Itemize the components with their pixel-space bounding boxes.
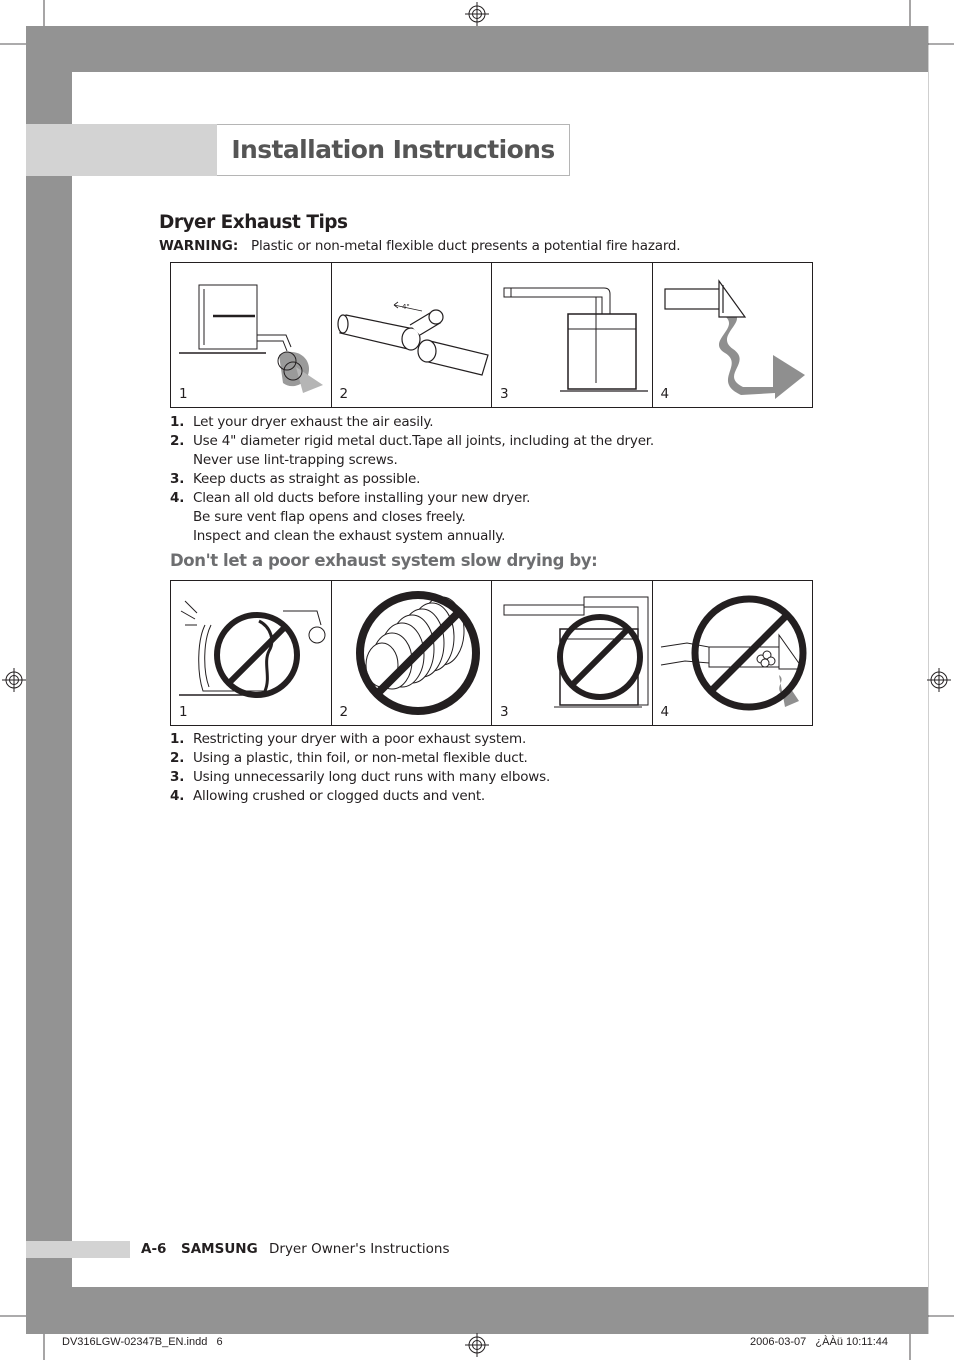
- brand-name: SAMSUNG: [181, 1241, 258, 1257]
- figure-number: 1: [179, 386, 188, 402]
- dryer-exhaust-air-icon: [171, 263, 331, 406]
- figure-bad-3: [492, 581, 653, 725]
- clogged-vent-prohibited-icon: [653, 581, 813, 724]
- list-item: 4. Clean all old ducts before installing your new dryer. Be sure vent flap opens and closes freely. Inspect and clean the exhaust system annually.: [170, 490, 531, 544]
- figure-bad-2: [332, 581, 493, 725]
- figure-number: 2: [339, 386, 349, 402]
- figure-number: 2: [339, 704, 349, 720]
- rigid-metal-duct-4in-icon: [332, 263, 492, 406]
- warning-label: WARNING:: [159, 238, 239, 254]
- registration-mark-right-icon: [927, 668, 951, 692]
- figure-good-4: [653, 263, 813, 407]
- doc-title: Dryer Owner's Instructions: [269, 1241, 450, 1257]
- list-item: 1. Restricting your dryer with a poor exhaust system.: [170, 731, 527, 747]
- page-title: Installation Instructions: [231, 135, 555, 164]
- list-item: 2. Use 4" diameter rigid metal duct.Tape all joints, including at the dryer. Never use lint-trapping screws.: [170, 433, 655, 468]
- tips-list: [170, 413, 830, 546]
- long-duct-elbows-prohibited-icon: [492, 581, 652, 724]
- list-item: 2. Using a plastic, thin foil, or non-metal flexible duct.: [170, 750, 528, 766]
- figure-bad-1: [171, 581, 332, 725]
- registration-mark-left-icon: [2, 668, 26, 692]
- figure-number: 3: [500, 704, 509, 720]
- print-slug-file: DV316LGW-02347B_EN.indd 6: [62, 1336, 223, 1348]
- list-item: 3. Using unnecessarily long duct runs with many elbows.: [170, 769, 551, 785]
- print-slug-timestamp: 2006-03-07 ¿ÀÀü 10:11:44: [750, 1336, 889, 1348]
- figure-good-1: [171, 263, 332, 407]
- section-title: Dryer Exhaust Tips: [159, 212, 348, 233]
- figure-number: 3: [500, 386, 509, 402]
- donts-list: [170, 730, 770, 806]
- duct-size-label: 4": [401, 303, 410, 311]
- subheading: Don't let a poor exhaust system slow drying by:: [170, 551, 598, 570]
- clean-vent-flap-icon: [653, 263, 813, 406]
- list-item: 1. Let your dryer exhaust the air easily.: [170, 414, 434, 430]
- flexible-foil-duct-prohibited-icon: [332, 581, 492, 724]
- footer-bar: [26, 1241, 130, 1258]
- figure-number: 4: [660, 386, 670, 402]
- header-fill: [26, 124, 217, 176]
- figure-number: 1: [179, 704, 188, 720]
- list-item: 4. Allowing crushed or clogged ducts and vent.: [170, 788, 486, 804]
- restricted-exhaust-prohibited-icon: [171, 581, 331, 724]
- warning-text: Plastic or non-metal flexible duct presents a potential fire hazard.: [251, 238, 681, 254]
- figure-good-3: [492, 263, 653, 407]
- page-number: A-6: [141, 1241, 167, 1257]
- figure-good-2: [332, 263, 493, 407]
- figure-number: 4: [660, 704, 670, 720]
- figures-bad-row: [170, 580, 813, 726]
- list-item: 3. Keep ducts as straight as possible.: [170, 471, 421, 487]
- figure-bad-4: [653, 581, 813, 725]
- straight-duct-run-icon: [492, 263, 652, 406]
- registration-mark-bottom-icon: [465, 1333, 489, 1357]
- figures-good-row: [170, 262, 813, 408]
- registration-mark-top-icon: [465, 2, 489, 26]
